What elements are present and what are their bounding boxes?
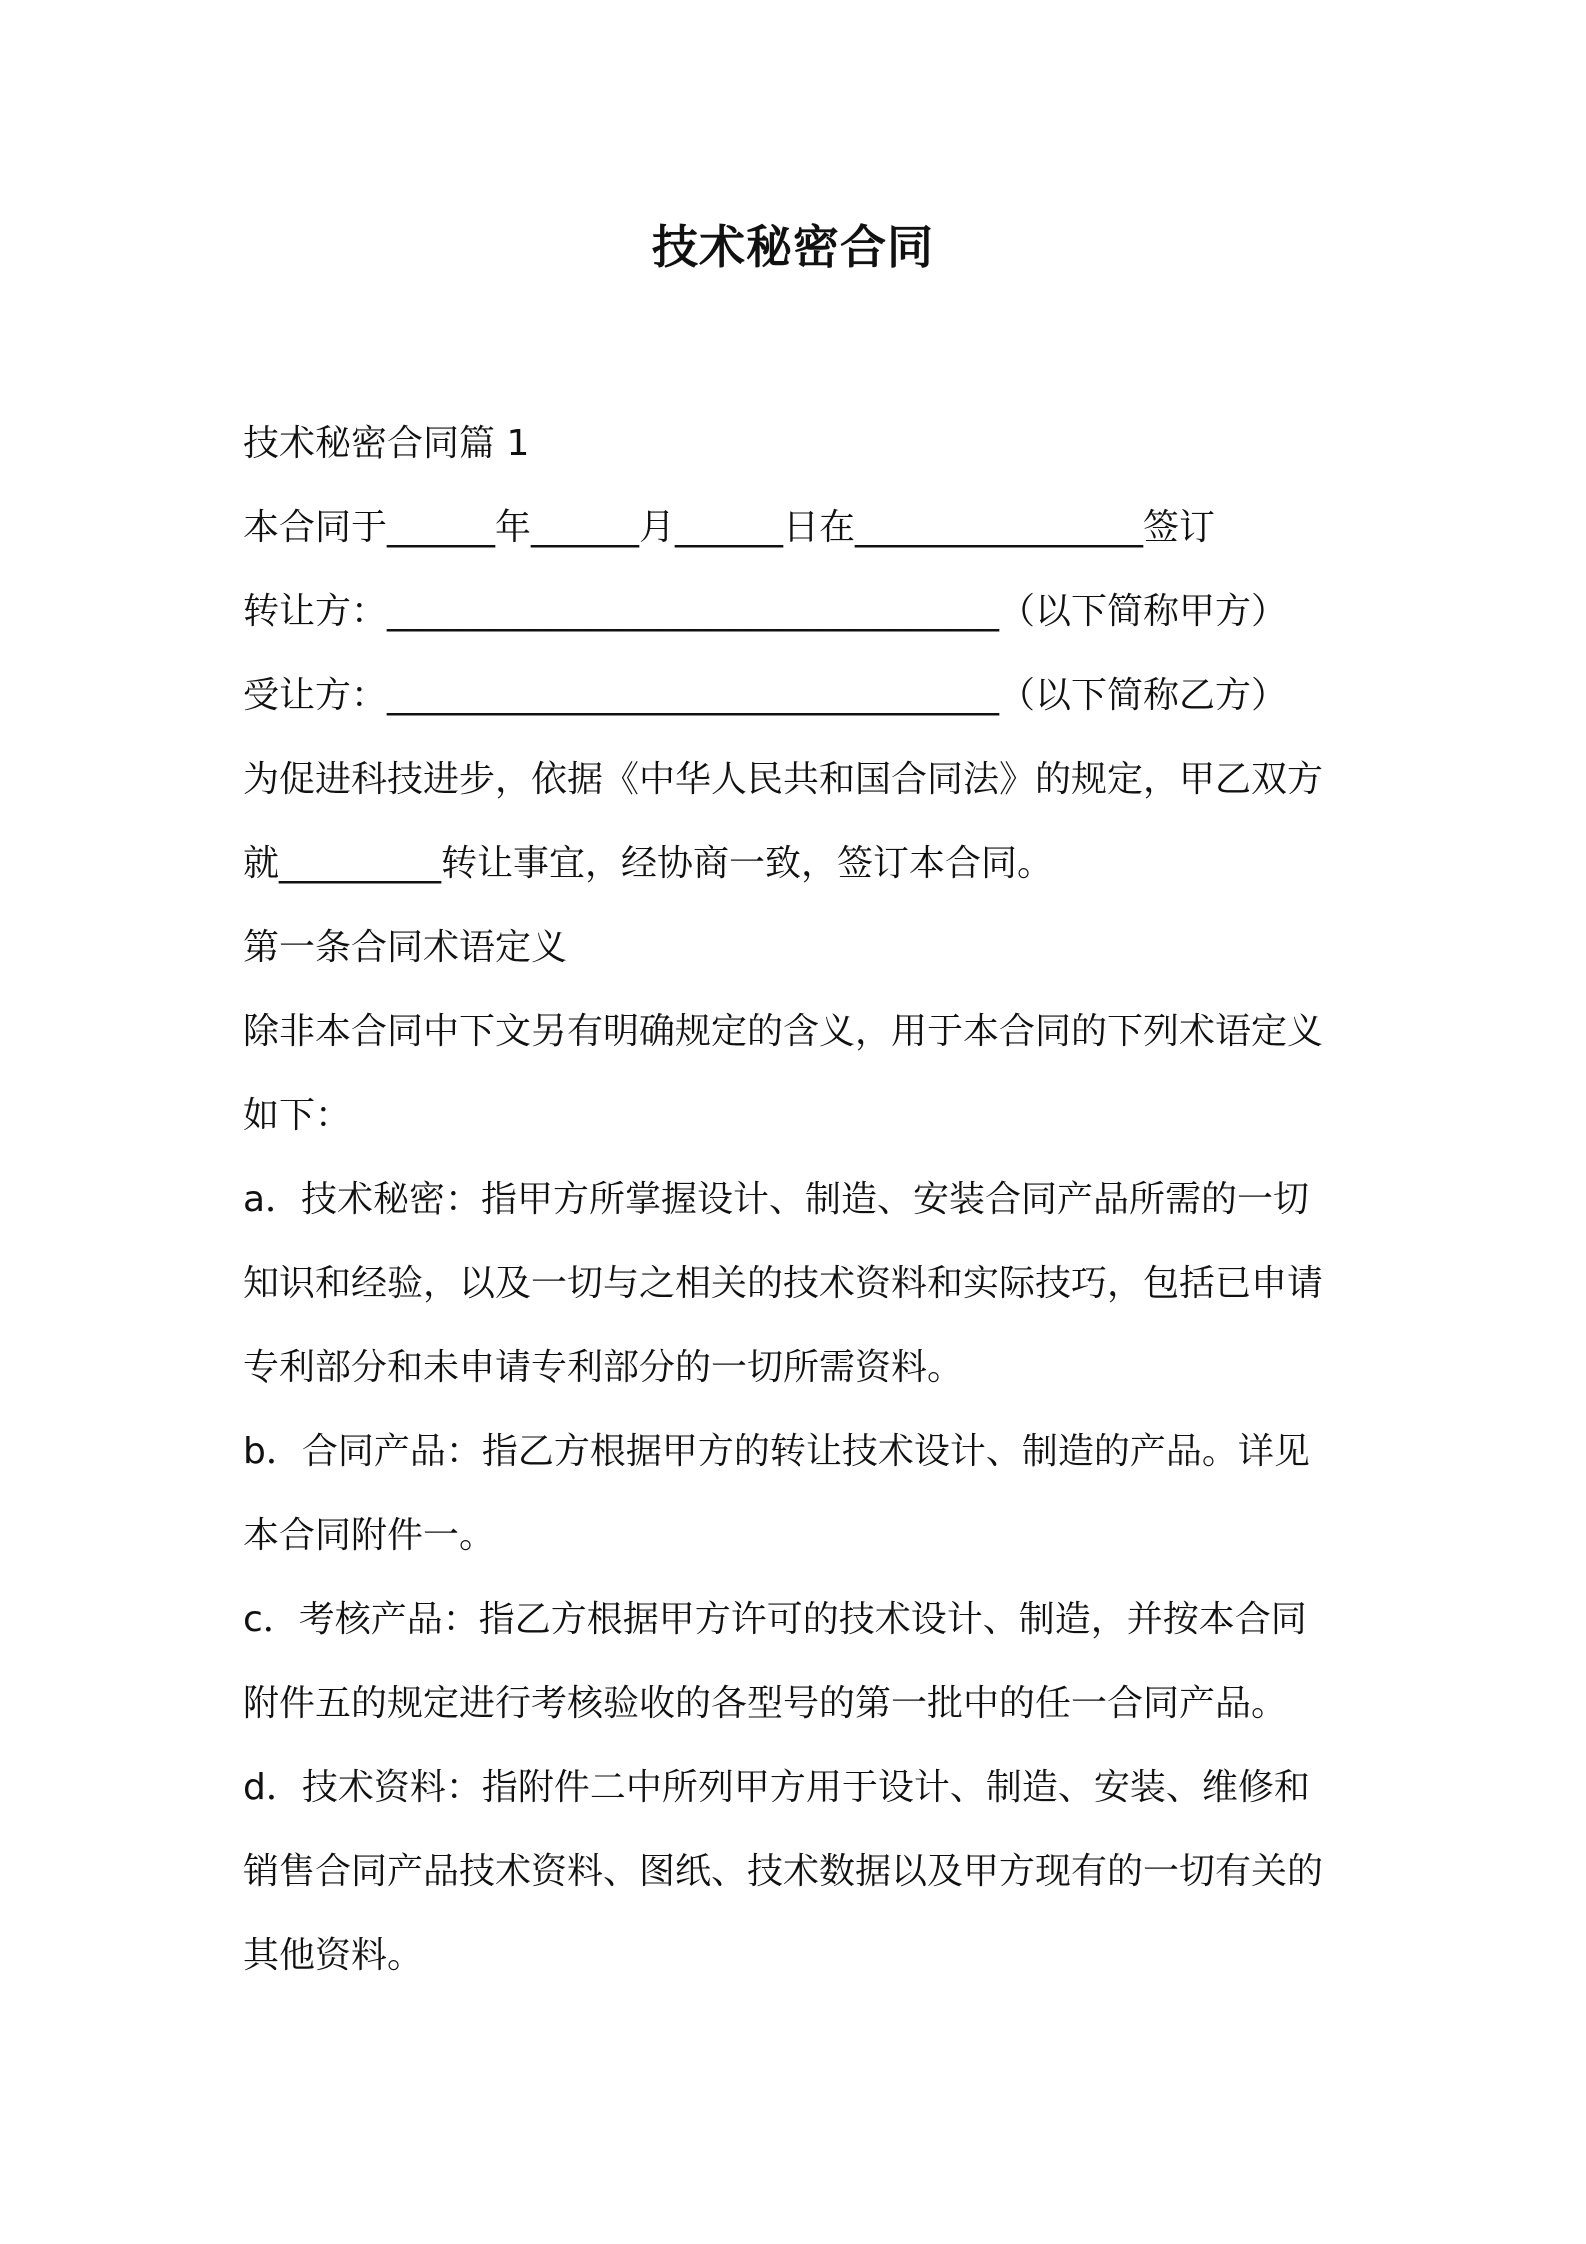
paragraph-line: 转让方：__________________________________（以下简称甲方）: [243, 591, 1288, 632]
document-body: [243, 402, 1363, 1998]
paragraph-line: 受让方：__________________________________（以下简称乙方）: [243, 675, 1288, 716]
paragraph-line: 就_________转让事宜，经协商一致，签订本合同。: [243, 843, 1054, 884]
paragraph-line: 其他资料。: [243, 1935, 424, 1976]
paragraph-line: 附件五的规定进行考核验收的各型号的第一批中的任一合同产品。: [243, 1683, 1288, 1724]
document-title: 技术秘密合同: [652, 220, 934, 274]
paragraph-line: 如下：: [243, 1095, 352, 1136]
paragraph-line: a．技术秘密：指甲方所掌握设计、制造、安装合同产品所需的一切: [243, 1179, 1310, 1220]
paragraph-line: d．技术资料：指附件二中所列甲方用于设计、制造、安装、维修和: [243, 1767, 1310, 1808]
paragraph-line: 除非本合同中下文另有明确规定的含义，用于本合同的下列术语定义: [243, 1011, 1324, 1052]
paragraph-line: 知识和经验，以及一切与之相关的技术资料和实际技巧，包括已申请: [243, 1263, 1324, 1304]
paragraph-line: 本合同附件一。: [243, 1515, 496, 1556]
paragraph-line: 为促进科技进步，依据《中华人民共和国合同法》的规定，甲乙双方: [243, 759, 1324, 800]
paragraph-line: c．考核产品：指乙方根据甲方许可的技术设计、制造，并按本合同: [243, 1599, 1307, 1640]
paragraph-line: 本合同于______年______月______日在________________签订: [243, 507, 1216, 548]
paragraph-line: 专利部分和未申请专利部分的一切所需资料。: [243, 1347, 964, 1388]
section-heading: 技术秘密合同篇 1: [243, 423, 530, 464]
paragraph-line: b．合同产品：指乙方根据甲方的转让技术设计、制造的产品。详见: [243, 1431, 1310, 1472]
article-heading: 第一条合同术语定义: [243, 927, 568, 968]
paragraph-line: 销售合同产品技术资料、图纸、技术数据以及甲方现有的一切有关的: [243, 1851, 1324, 1892]
